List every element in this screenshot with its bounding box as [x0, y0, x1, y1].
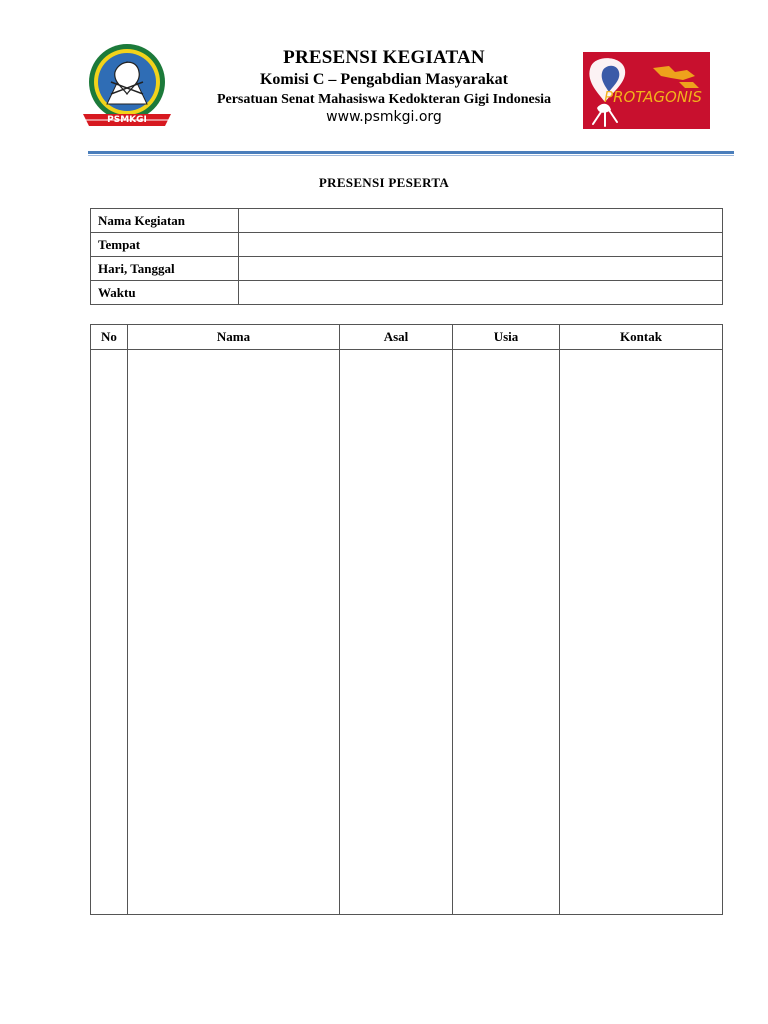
logo-left-text: PSMKGI: [107, 115, 147, 125]
cell-kontak[interactable]: [560, 350, 723, 915]
cell-nama[interactable]: [128, 350, 340, 915]
info-value-field[interactable]: [239, 233, 723, 257]
column-header-no: No: [91, 325, 128, 350]
attendance-body-row: [91, 350, 723, 915]
header-divider: [88, 151, 734, 154]
protagonis-logo: [583, 52, 710, 129]
document-header: [0, 0, 768, 150]
cell-no[interactable]: [91, 350, 128, 915]
info-row-nama-kegiatan: [91, 209, 723, 233]
info-row-waktu: [91, 281, 723, 305]
info-value-field[interactable]: [239, 281, 723, 305]
header-divider-thin: [88, 155, 734, 156]
section-title: PRESENSI PESERTA: [318, 175, 450, 190]
document-title: PRESENSI KEGIATAN: [283, 47, 485, 68]
organization-name: Persatuan Senat Mahasiswa Kedokteran Gigi Indonesia: [216, 92, 552, 107]
logo-right-text: PROTAGONIS: [604, 88, 702, 106]
website-text: www.psmkgi.org: [326, 109, 442, 125]
attendance-header-row: [91, 325, 723, 350]
info-label: Nama Kegiatan: [91, 209, 239, 233]
psmkgi-logo: [79, 42, 175, 130]
document-subtitle: Komisi C – Pengabdian Masyarakat: [259, 71, 508, 88]
cell-asal[interactable]: [340, 350, 453, 915]
column-header-usia: Usia: [453, 325, 560, 350]
info-label: Waktu: [91, 281, 239, 305]
cell-usia[interactable]: [453, 350, 560, 915]
info-label: Hari, Tanggal: [91, 257, 239, 281]
info-row-hari-tanggal: [91, 257, 723, 281]
column-header-kontak: Kontak: [560, 325, 723, 350]
info-label: Tempat: [91, 233, 239, 257]
attendance-table: [90, 324, 723, 915]
activity-info-table: [90, 208, 723, 305]
column-header-asal: Asal: [340, 325, 453, 350]
info-value-field[interactable]: [239, 209, 723, 233]
info-value-field[interactable]: [239, 257, 723, 281]
column-header-nama: Nama: [128, 325, 340, 350]
info-row-tempat: [91, 233, 723, 257]
